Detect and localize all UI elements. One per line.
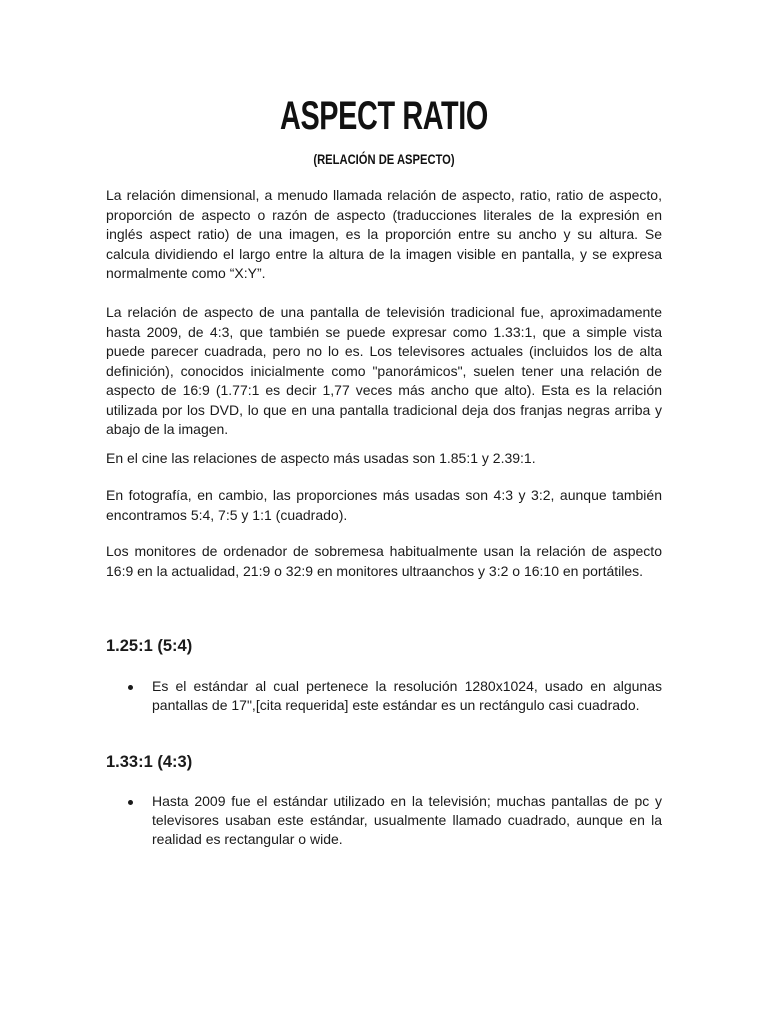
paragraph-definition: La relación dimensional, a menudo llamada relación de aspecto, ratio, ratio de aspecto, proporción de aspecto o razón de aspecto (traducciones literales de la expresión en inglés aspect ratio) de una imagen, es la proporción entre su ancho y su altura. Se calcula dividiendo el largo entre la altura de la imagen visible en pantalla, y se expresa normalmente como “X:Y”. — [106, 187, 662, 281]
bullet-list-4-3 — [106, 792, 662, 849]
document-title: ASPECT RATIO — [280, 94, 488, 138]
paragraph-cinema: En el cine las relaciones de aspecto más usadas son 1.85:1 y 2.39:1. — [106, 450, 536, 466]
paragraph-television: La relación de aspecto de una pantalla de televisión tradicional fue, aproximadamente hasta 2009, de 4:3, que también se puede expresar como 1.33:1, que a simple vista puede parecer cuadrada, pero no lo es. Los televisores actuales (incluidos los de alta definición), conocidos inicialmente como "panorámicos", suelen tener una relación de aspecto de 16:9 (1.77:1 es decir 1,77 veces más ancho que alto). Esta es la relación utilizada por los DVD, lo que en una pantalla tradicional deja dos franjas negras arriba y abajo de la imagen. — [106, 304, 662, 437]
list-item — [106, 677, 662, 715]
bullet-text: Es el estándar al cual pertenece la resolución 1280x1024, usado en algunas pantallas de 17",[cita requerida] este estándar es un rectángulo casi cuadrado. — [152, 678, 662, 713]
section-heading-5-4: 1.25:1 (5:4) — [106, 637, 193, 655]
paragraph-monitors: Los monitores de ordenador de sobremesa habitualmente usan la relación de aspecto 16:9 en la actualidad, 21:9 o 32:9 en monitores ultraanchos y 3:2 o 16:10 en portátiles. — [106, 543, 662, 579]
bullet-icon — [128, 800, 133, 805]
bullet-list-5-4 — [106, 677, 662, 715]
paragraph-photography: En fotografía, en cambio, las proporciones más usadas son 4:3 y 3:2, aunque también encontramos 5:4, 7:5 y 1:1 (cuadrado). — [106, 487, 662, 523]
section-heading-4-3: 1.33:1 (4:3) — [106, 753, 193, 771]
bullet-text: Hasta 2009 fue el estándar utilizado en la televisión; muchas pantallas de pc y televisores usaban este estándar, usualmente llamado cuadrado, aunque en la realidad es rectangular o wide. — [152, 793, 662, 847]
bullet-icon — [128, 685, 133, 690]
list-item — [106, 792, 662, 849]
document-subtitle: (RELACIÓN DE ASPECTO) — [313, 151, 455, 167]
